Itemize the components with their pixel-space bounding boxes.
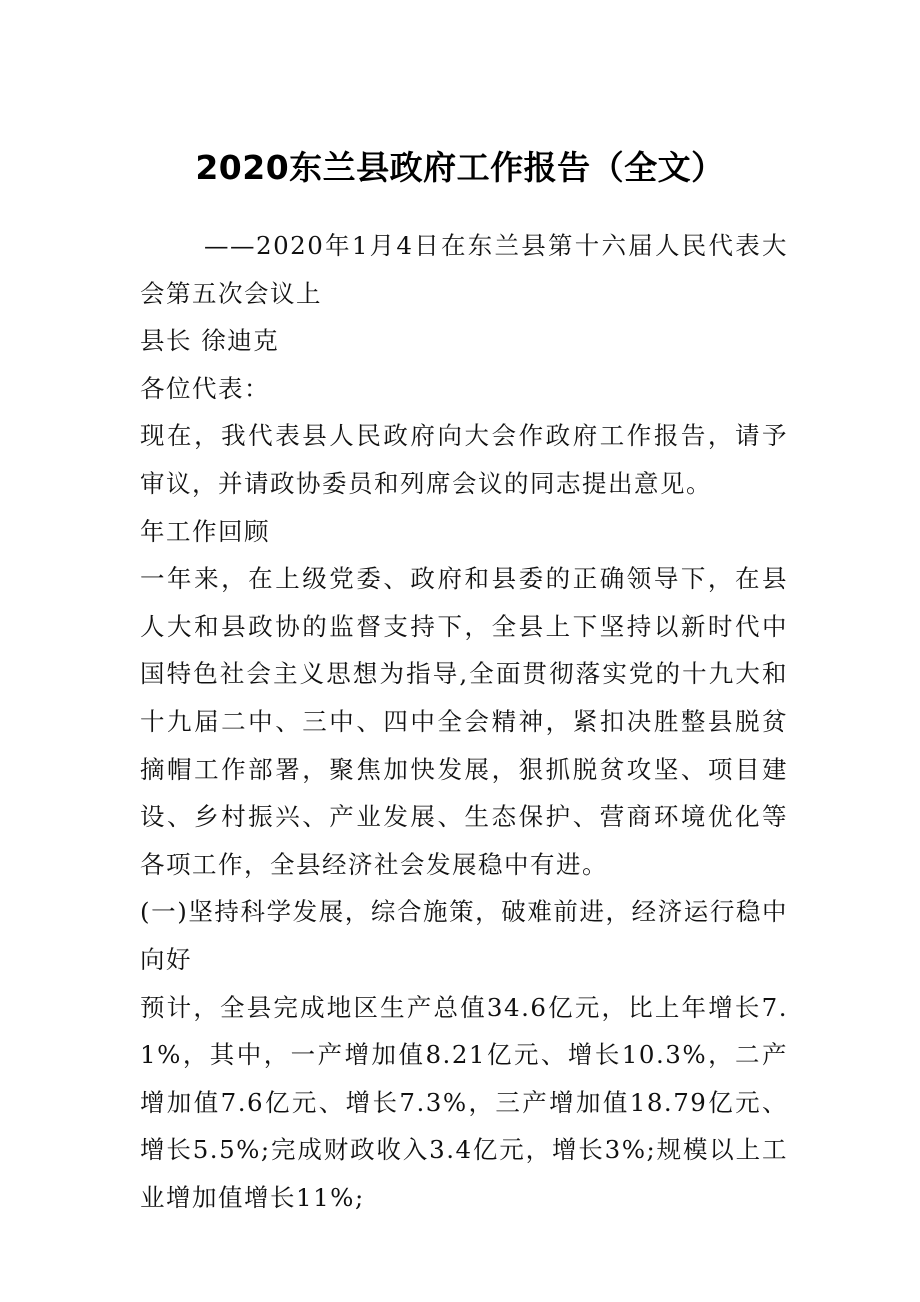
document-title: 2020东兰县政府工作报告（全文） [195,148,725,187]
economy-paragraph: 预计，全县完成地区生产总值34.6亿元，比上年增长7.1%，其中，一产增加值8.21亿元、增长10.3%，二产增加值7.6亿元、增长7.3%，三产增加值18.79亿元、增长5.5%;完成财政收入3.4亿元，增长3%;规模以上工业增加值增长11%; [140,992,788,1212]
subsection-heading: (一)坚持科学发展，综合施策，破难前进，经济运行稳中向好 [140,897,788,974]
section-heading: 年工作回顾 [140,516,270,546]
speech-occasion: ——2020年1月4日在东兰县第十六届人民代表大会第五次会议上 [140,231,788,308]
salutation: 各位代表： [140,373,270,403]
speaker-line: 县长 徐迪克 [140,326,280,356]
opening-paragraph: 现在，我代表县人民政府向大会作政府工作报告，请予审议，并请政协委员和列席会议的同志提出意见。 [140,421,788,498]
review-paragraph: 一年来，在上级党委、政府和县委的正确领导下，在县人大和县政协的监督支持下，全县上下坚持以新时代中国特色社会主义思想为指导,全面贯彻落实党的十九大和十九届二中、三中、四中全会精神，紧扣决胜整县脱贫摘帽工作部署，聚焦加快发展，狠抓脱贫攻坚、项目建设、乡村振兴、产业发展、生态保护、营商环境优化等各项工作，全县经济社会发展稳中有进。 [140,564,788,879]
document-body [140,222,788,1221]
